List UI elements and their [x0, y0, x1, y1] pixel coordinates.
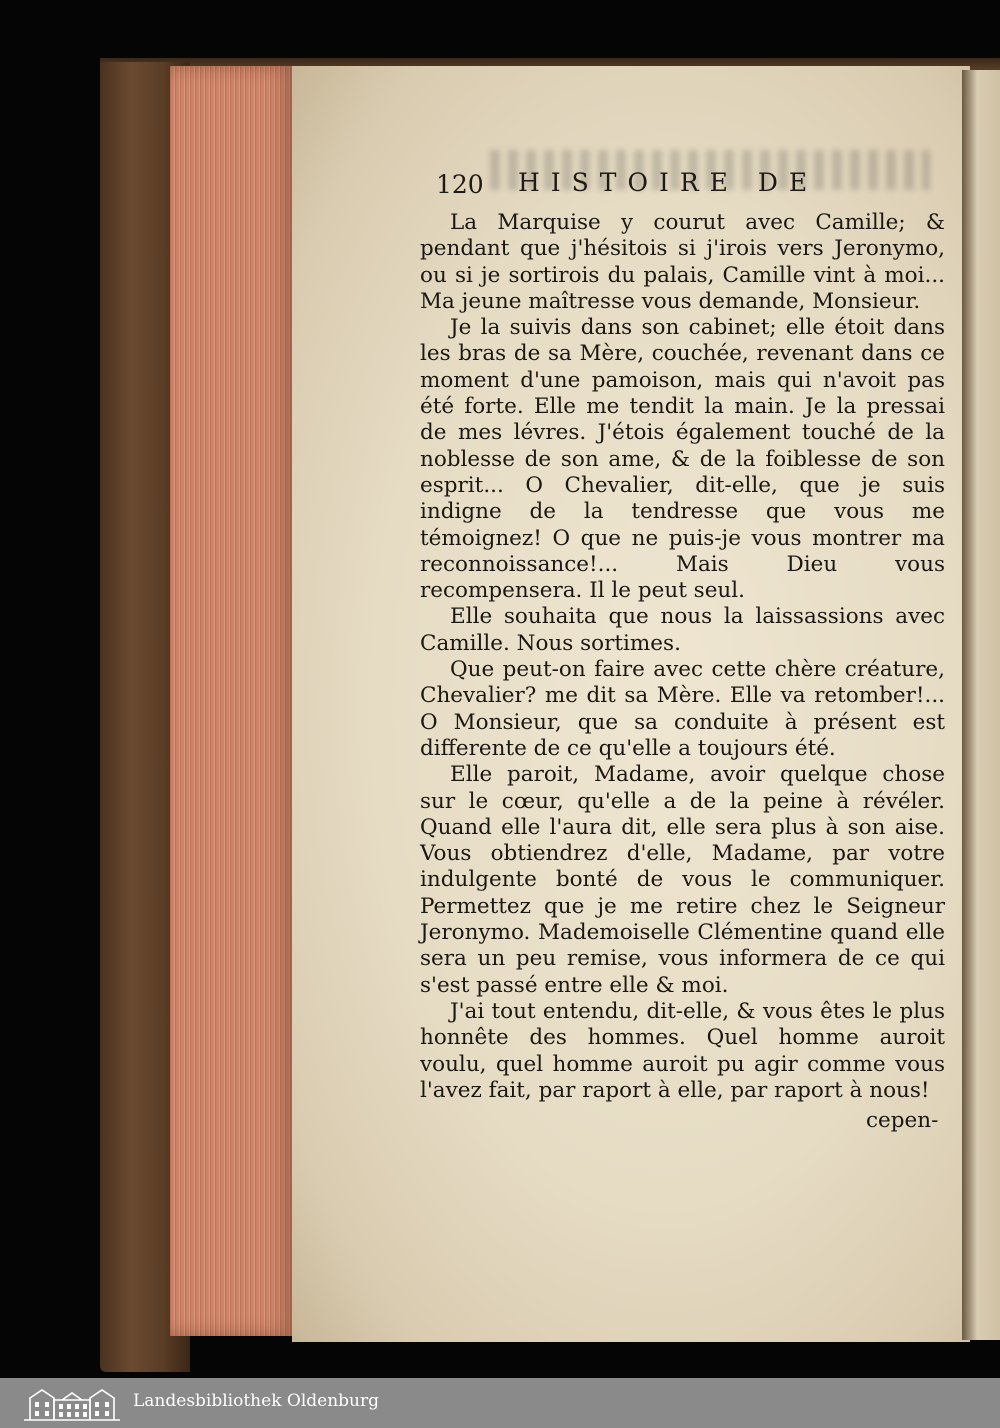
catchword: cepen-: [866, 1108, 939, 1133]
paragraph: Elle paroit, Madame, avoir quelque chose sur le cœur, qu'elle a de la peine à révéler. Quand elle l'aura dit, elle sera plus à son aise. Vous obtiendrez d'elle, Madame, par votre indulgente bonté de vous le communiquer. Permettez que je me retire chez le Seigneur Jeronymo. Mademoiselle Clémentine quand elle sera un peu remise, vous informera de ce qui s'est passé entre elle & moi.: [420, 762, 945, 998]
running-head: HISTOIRE DE: [518, 168, 819, 197]
page-number: 120: [436, 170, 484, 199]
paragraph: Que peut-on faire avec cette chère créature, Chevalier? me dit sa Mère. Elle va retomber!... O Monsieur, que sa conduite à présent est differente de ce qu'elle a toujours été.: [420, 657, 945, 761]
facing-page-edge: [962, 70, 1000, 1340]
paragraph: J'ai tout entendu, dit-elle, & vous êtes le plus honnête des hommes. Quel homme auroit voulu, quel homme auroit pu agir comme vous l'avez fait, par raport à elle, par raport à nous!: [420, 998, 945, 1103]
page-header: [436, 168, 956, 208]
page-edges-red: [170, 66, 298, 1336]
paragraph: La Marquise y courut avec Camille; & pendant que j'hésitois si j'irois vers Jeronymo, ou si je sortirois du palais, Camille vint à moi... Ma jeune maîtresse vous demande, Monsieur.: [420, 210, 945, 314]
paragraph: Elle souhaita que nous la laissassions avec Camille. Nous sortimes.: [420, 604, 945, 656]
paragraph: Je la suivis dans son cabinet; elle étoit dans les bras de sa Mère, couchée, revenant dans ce moment d'une pamoison, mais qui n'avoit pas été forte. Elle me tendit la main. Je la pressai de mes lévres. J'étois également touché de la noblesse de son ame, & de la foiblesse de son esprit... O Chevalier, dit-elle, que je suis indigne de la tendresse que vous me témoignez! O que ne puis-je vous montrer ma reconnoissance!... Mais Dieu vous recompensera. Il le peut seul.: [420, 315, 945, 604]
library-building-icon: [22, 1384, 122, 1422]
body-text: [420, 210, 945, 1104]
library-footer: [0, 1378, 1000, 1428]
library-name: Landesbibliothek Oldenburg: [133, 1391, 380, 1411]
